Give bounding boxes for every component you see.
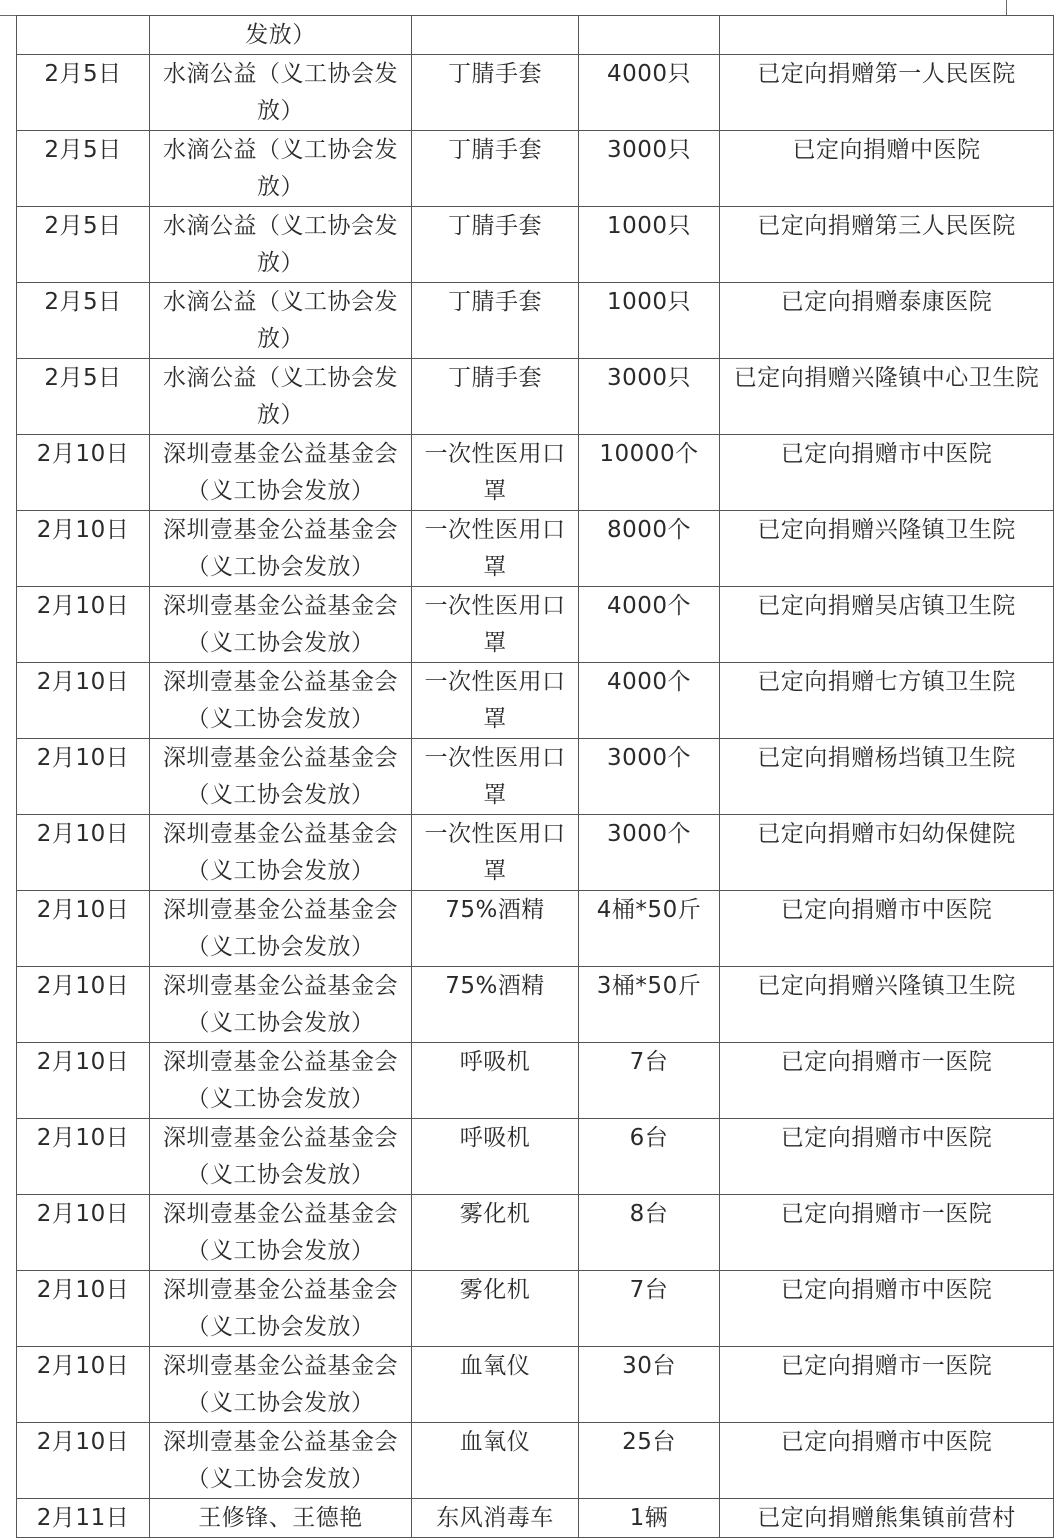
date-cell: 2月10日 — [17, 511, 150, 587]
donor-cell: 王修锋、王德艳 — [150, 1499, 412, 1538]
donation-table — [16, 15, 1054, 1538]
donor-cell: 深圳壹基金公益基金会（义工协会发放） — [150, 739, 412, 815]
quantity-cell: 1000只 — [579, 283, 720, 359]
table-row — [17, 587, 1054, 663]
date-cell: 2月10日 — [17, 587, 150, 663]
date-cell: 2月5日 — [17, 283, 150, 359]
quantity-cell: 4000只 — [579, 55, 720, 131]
quantity-cell: 3000个 — [579, 739, 720, 815]
quantity-cell: 8000个 — [579, 511, 720, 587]
date-cell: 2月5日 — [17, 55, 150, 131]
date-cell: 2月10日 — [17, 1119, 150, 1195]
recipient-cell: 已定向捐赠泰康医院 — [720, 283, 1054, 359]
quantity-cell — [579, 16, 720, 55]
item-cell: 一次性医用口罩 — [412, 587, 579, 663]
date-cell: 2月10日 — [17, 1271, 150, 1347]
quantity-cell: 1000只 — [579, 207, 720, 283]
donor-cell: 深圳壹基金公益基金会（义工协会发放） — [150, 815, 412, 891]
donation-table-body — [17, 16, 1054, 1538]
previous-page-border — [0, 0, 1054, 16]
item-cell: 血氧仪 — [412, 1347, 579, 1423]
table-row — [17, 967, 1054, 1043]
table-row — [17, 1499, 1054, 1538]
recipient-cell: 已定向捐赠兴隆镇卫生院 — [720, 967, 1054, 1043]
right-border-stub — [1006, 0, 1007, 16]
item-cell: 呼吸机 — [412, 1119, 579, 1195]
item-cell: 一次性医用口罩 — [412, 663, 579, 739]
quantity-cell: 3000只 — [579, 359, 720, 435]
date-cell: 2月10日 — [17, 1423, 150, 1499]
recipient-cell: 已定向捐赠七方镇卫生院 — [720, 663, 1054, 739]
date-cell: 2月5日 — [17, 207, 150, 283]
item-cell: 丁腈手套 — [412, 207, 579, 283]
quantity-cell: 3000个 — [579, 815, 720, 891]
donor-cell: 深圳壹基金公益基金会（义工协会发放） — [150, 1423, 412, 1499]
recipient-cell: 已定向捐赠市一医院 — [720, 1195, 1054, 1271]
recipient-cell — [720, 16, 1054, 55]
item-cell: 丁腈手套 — [412, 283, 579, 359]
recipient-cell: 已定向捐赠市中医院 — [720, 1423, 1054, 1499]
recipient-cell: 已定向捐赠市一医院 — [720, 1043, 1054, 1119]
quantity-cell: 3桶*50斤 — [579, 967, 720, 1043]
quantity-cell: 7台 — [579, 1271, 720, 1347]
date-cell: 2月10日 — [17, 891, 150, 967]
date-cell: 2月10日 — [17, 815, 150, 891]
table-row — [17, 283, 1054, 359]
quantity-cell: 6台 — [579, 1119, 720, 1195]
quantity-cell: 4000个 — [579, 587, 720, 663]
donor-cell: 发放） — [150, 16, 412, 55]
item-cell — [412, 16, 579, 55]
donor-cell: 深圳壹基金公益基金会（义工协会发放） — [150, 1195, 412, 1271]
date-cell: 2月10日 — [17, 1347, 150, 1423]
donor-cell: 水滴公益（义工协会发放） — [150, 283, 412, 359]
date-cell: 2月10日 — [17, 1043, 150, 1119]
date-cell: 2月10日 — [17, 435, 150, 511]
item-cell: 75%酒精 — [412, 967, 579, 1043]
recipient-cell: 已定向捐赠熊集镇前营村 — [720, 1499, 1054, 1538]
donor-cell: 深圳壹基金公益基金会（义工协会发放） — [150, 435, 412, 511]
date-cell: 2月10日 — [17, 967, 150, 1043]
donor-cell: 深圳壹基金公益基金会（义工协会发放） — [150, 663, 412, 739]
table-row — [17, 55, 1054, 131]
recipient-cell: 已定向捐赠市中医院 — [720, 435, 1054, 511]
table-row — [17, 1043, 1054, 1119]
recipient-cell: 已定向捐赠中医院 — [720, 131, 1054, 207]
quantity-cell: 4000个 — [579, 663, 720, 739]
item-cell: 丁腈手套 — [412, 131, 579, 207]
quantity-cell: 1辆 — [579, 1499, 720, 1538]
table-row — [17, 1347, 1054, 1423]
donor-cell: 水滴公益（义工协会发放） — [150, 131, 412, 207]
recipient-cell: 已定向捐赠第三人民医院 — [720, 207, 1054, 283]
item-cell: 一次性医用口罩 — [412, 435, 579, 511]
date-cell — [17, 16, 150, 55]
table-row — [17, 131, 1054, 207]
item-cell: 一次性医用口罩 — [412, 739, 579, 815]
table-row — [17, 359, 1054, 435]
table-row — [17, 663, 1054, 739]
donor-cell: 深圳壹基金公益基金会（义工协会发放） — [150, 1271, 412, 1347]
date-cell: 2月5日 — [17, 359, 150, 435]
recipient-cell: 已定向捐赠市中医院 — [720, 1271, 1054, 1347]
recipient-cell: 已定向捐赠兴隆镇卫生院 — [720, 511, 1054, 587]
donor-cell: 深圳壹基金公益基金会（义工协会发放） — [150, 1043, 412, 1119]
date-cell: 2月10日 — [17, 739, 150, 815]
quantity-cell: 8台 — [579, 1195, 720, 1271]
recipient-cell: 已定向捐赠兴隆镇中心卫生院 — [720, 359, 1054, 435]
donor-cell: 深圳壹基金公益基金会（义工协会发放） — [150, 967, 412, 1043]
table-row — [17, 16, 1054, 55]
table-row — [17, 891, 1054, 967]
table-row — [17, 815, 1054, 891]
table-row — [17, 511, 1054, 587]
quantity-cell: 30台 — [579, 1347, 720, 1423]
item-cell: 血氧仪 — [412, 1423, 579, 1499]
table-row — [17, 1271, 1054, 1347]
date-cell: 2月11日 — [17, 1499, 150, 1538]
quantity-cell: 7台 — [579, 1043, 720, 1119]
donor-cell: 深圳壹基金公益基金会（义工协会发放） — [150, 891, 412, 967]
donor-cell: 水滴公益（义工协会发放） — [150, 359, 412, 435]
quantity-cell: 4桶*50斤 — [579, 891, 720, 967]
date-cell: 2月10日 — [17, 663, 150, 739]
item-cell: 一次性医用口罩 — [412, 815, 579, 891]
recipient-cell: 已定向捐赠吴店镇卫生院 — [720, 587, 1054, 663]
table-row — [17, 435, 1054, 511]
recipient-cell: 已定向捐赠杨垱镇卫生院 — [720, 739, 1054, 815]
date-cell: 2月5日 — [17, 131, 150, 207]
donor-cell: 水滴公益（义工协会发放） — [150, 55, 412, 131]
item-cell: 75%酒精 — [412, 891, 579, 967]
recipient-cell: 已定向捐赠第一人民医院 — [720, 55, 1054, 131]
table-row — [17, 1119, 1054, 1195]
item-cell: 丁腈手套 — [412, 359, 579, 435]
recipient-cell: 已定向捐赠市中医院 — [720, 891, 1054, 967]
date-cell: 2月10日 — [17, 1195, 150, 1271]
quantity-cell: 10000个 — [579, 435, 720, 511]
donor-cell: 深圳壹基金公益基金会（义工协会发放） — [150, 1119, 412, 1195]
item-cell: 雾化机 — [412, 1271, 579, 1347]
donor-cell: 水滴公益（义工协会发放） — [150, 207, 412, 283]
donor-cell: 深圳壹基金公益基金会（义工协会发放） — [150, 1347, 412, 1423]
recipient-cell: 已定向捐赠市中医院 — [720, 1119, 1054, 1195]
donor-cell: 深圳壹基金公益基金会（义工协会发放） — [150, 587, 412, 663]
item-cell: 雾化机 — [412, 1195, 579, 1271]
table-row — [17, 1423, 1054, 1499]
donor-cell: 深圳壹基金公益基金会（义工协会发放） — [150, 511, 412, 587]
item-cell: 丁腈手套 — [412, 55, 579, 131]
table-row — [17, 207, 1054, 283]
recipient-cell: 已定向捐赠市一医院 — [720, 1347, 1054, 1423]
item-cell: 东风消毒车 — [412, 1499, 579, 1538]
table-row — [17, 1195, 1054, 1271]
table-row — [17, 739, 1054, 815]
quantity-cell: 25台 — [579, 1423, 720, 1499]
item-cell: 一次性医用口罩 — [412, 511, 579, 587]
recipient-cell: 已定向捐赠市妇幼保健院 — [720, 815, 1054, 891]
quantity-cell: 3000只 — [579, 131, 720, 207]
item-cell: 呼吸机 — [412, 1043, 579, 1119]
